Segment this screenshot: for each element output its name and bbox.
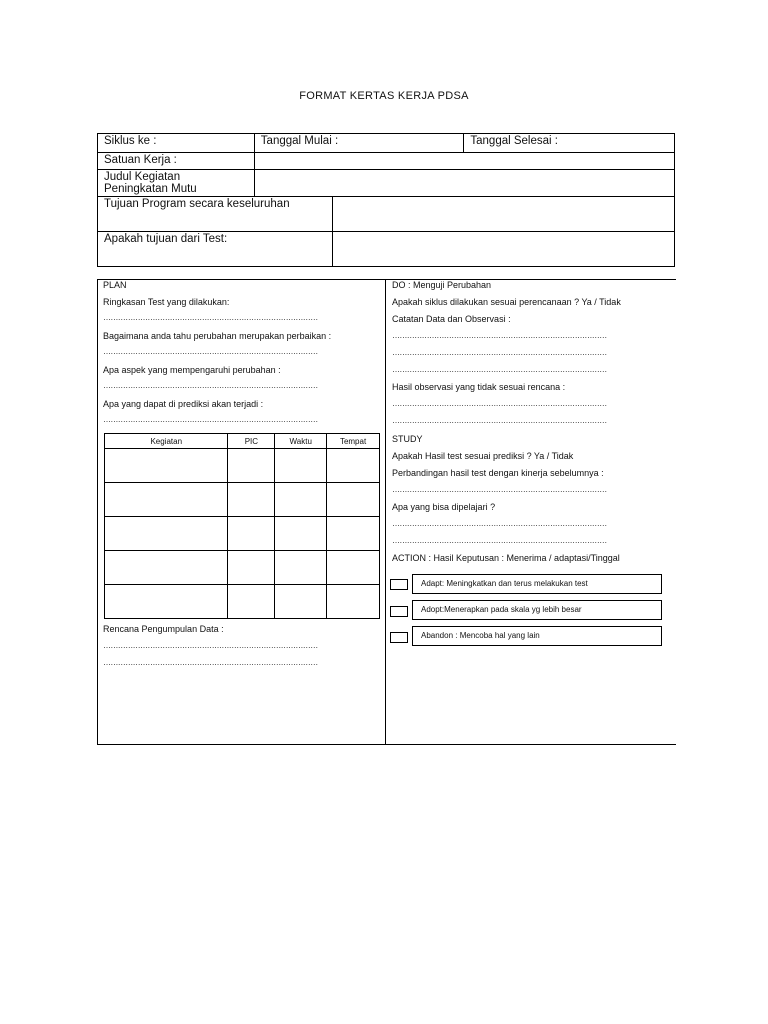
dot-line[interactable]: …………………………………………………………………………… [392,331,607,340]
dot-line[interactable]: …………………………………………………………………………… [103,658,318,667]
table-cell[interactable] [105,551,228,585]
adopt-option: Adopt:Menerapkan pada skala yg lebih besar [412,600,662,620]
table-row [105,517,380,551]
col-header-tempat: Tempat [327,434,380,449]
study-heading: STUDY [392,434,423,444]
judul-kegiatan-label: Judul Kegiatan Peningkatan Mutu [98,170,255,197]
satuan-kerja-label: Satuan Kerja : [98,153,255,170]
table-cell[interactable] [105,585,228,619]
adapt-option: Adapt: Meningkatkan dan terus melakukan test [412,574,662,594]
dot-line[interactable]: …………………………………………………………………………… [392,348,607,357]
siklus-label: Siklus ke : [98,134,255,153]
tujuan-program-field[interactable] [332,197,674,232]
table-cell[interactable] [228,483,275,517]
rencana-label: Rencana Pengumpulan Data : [103,624,224,634]
table-cell[interactable] [105,517,228,551]
table-cell[interactable] [275,517,327,551]
dot-line[interactable]: …………………………………………………………………………… [103,313,318,322]
ringkasan-label: Ringkasan Test yang dilakukan: [103,297,230,307]
action-heading: ACTION : Hasil Keputusan : Menerima / adaptasi/Tinggal [392,553,620,563]
table-cell[interactable] [228,517,275,551]
kegiatan-table [104,433,380,619]
dot-line[interactable]: …………………………………………………………………………… [392,519,607,528]
judul-kegiatan-field[interactable] [254,170,674,197]
pelajari-label: Apa yang bisa dipelajari ? [392,502,496,512]
table-cell[interactable] [327,551,380,585]
table-cell[interactable] [228,551,275,585]
tanggal-mulai-label: Tanggal Mulai : [254,134,464,153]
study-prediksi-label: Apakah Hasil test sesuai prediksi ? Ya / Tidak [392,451,574,461]
table-row [105,585,380,619]
col-header-pic: PIC [228,434,275,449]
table-cell[interactable] [105,483,228,517]
table-cell[interactable] [327,585,380,619]
tujuan-test-field[interactable] [332,232,674,267]
do-siklus-label: Apakah siklus dilakukan sesuai perencanaan ? Ya / Tidak [392,297,621,307]
table-row [105,551,380,585]
dot-line[interactable]: …………………………………………………………………………… [392,416,607,425]
col-header-waktu: Waktu [275,434,327,449]
table-cell[interactable] [327,449,380,483]
dot-line[interactable]: …………………………………………………………………………… [392,536,607,545]
perbandingan-label: Perbandingan hasil test dengan kinerja sebelumnya : [392,468,604,478]
table-cell[interactable] [275,449,327,483]
catatan-label: Catatan Data dan Observasi : [392,314,511,324]
table-row [105,483,380,517]
table-cell[interactable] [275,483,327,517]
abandon-checkbox[interactable] [390,632,408,643]
table-cell[interactable] [275,551,327,585]
plan-heading: PLAN [103,280,127,290]
hasil-observasi-label: Hasil observasi yang tidak sesuai rencana : [392,382,566,392]
dot-line[interactable]: …………………………………………………………………………… [392,485,607,494]
do-heading: DO : Menguji Perubahan [392,280,492,290]
aspek-label: Apa aspek yang mempengaruhi perubahan : [103,365,281,375]
table-cell[interactable] [228,449,275,483]
abandon-option: Abandon : Mencoba hal yang lain [412,626,662,646]
tujuan-test-label: Apakah tujuan dari Test: [98,232,333,267]
table-cell[interactable] [228,585,275,619]
dot-line[interactable]: …………………………………………………………………………… [103,347,318,356]
dot-line[interactable]: …………………………………………………………………………… [103,415,318,424]
adapt-checkbox[interactable] [390,579,408,590]
satuan-kerja-field[interactable] [254,153,674,170]
column-divider [385,279,386,744]
dot-line[interactable]: …………………………………………………………………………… [392,365,607,374]
table-cell[interactable] [327,483,380,517]
table-cell[interactable] [105,449,228,483]
dot-line[interactable]: …………………………………………………………………………… [103,381,318,390]
dot-line[interactable]: …………………………………………………………………………… [103,641,318,650]
bagaimana-label: Bagaimana anda tahu perubahan merupakan perbaikan : [103,331,332,341]
tujuan-program-label: Tujuan Program secara keseluruhan [98,197,333,232]
table-cell[interactable] [327,517,380,551]
dot-line[interactable]: …………………………………………………………………………… [392,399,607,408]
table-cell[interactable] [275,585,327,619]
table-row [105,449,380,483]
adopt-checkbox[interactable] [390,606,408,617]
header-info-table [97,133,675,267]
prediksi-label: Apa yang dapat di prediksi akan terjadi : [103,399,264,409]
document-title: FORMAT KERTAS KERJA PDSA [299,90,469,102]
col-header-kegiatan: Kegiatan [105,434,228,449]
tanggal-selesai-label: Tanggal Selesai : [464,134,675,153]
